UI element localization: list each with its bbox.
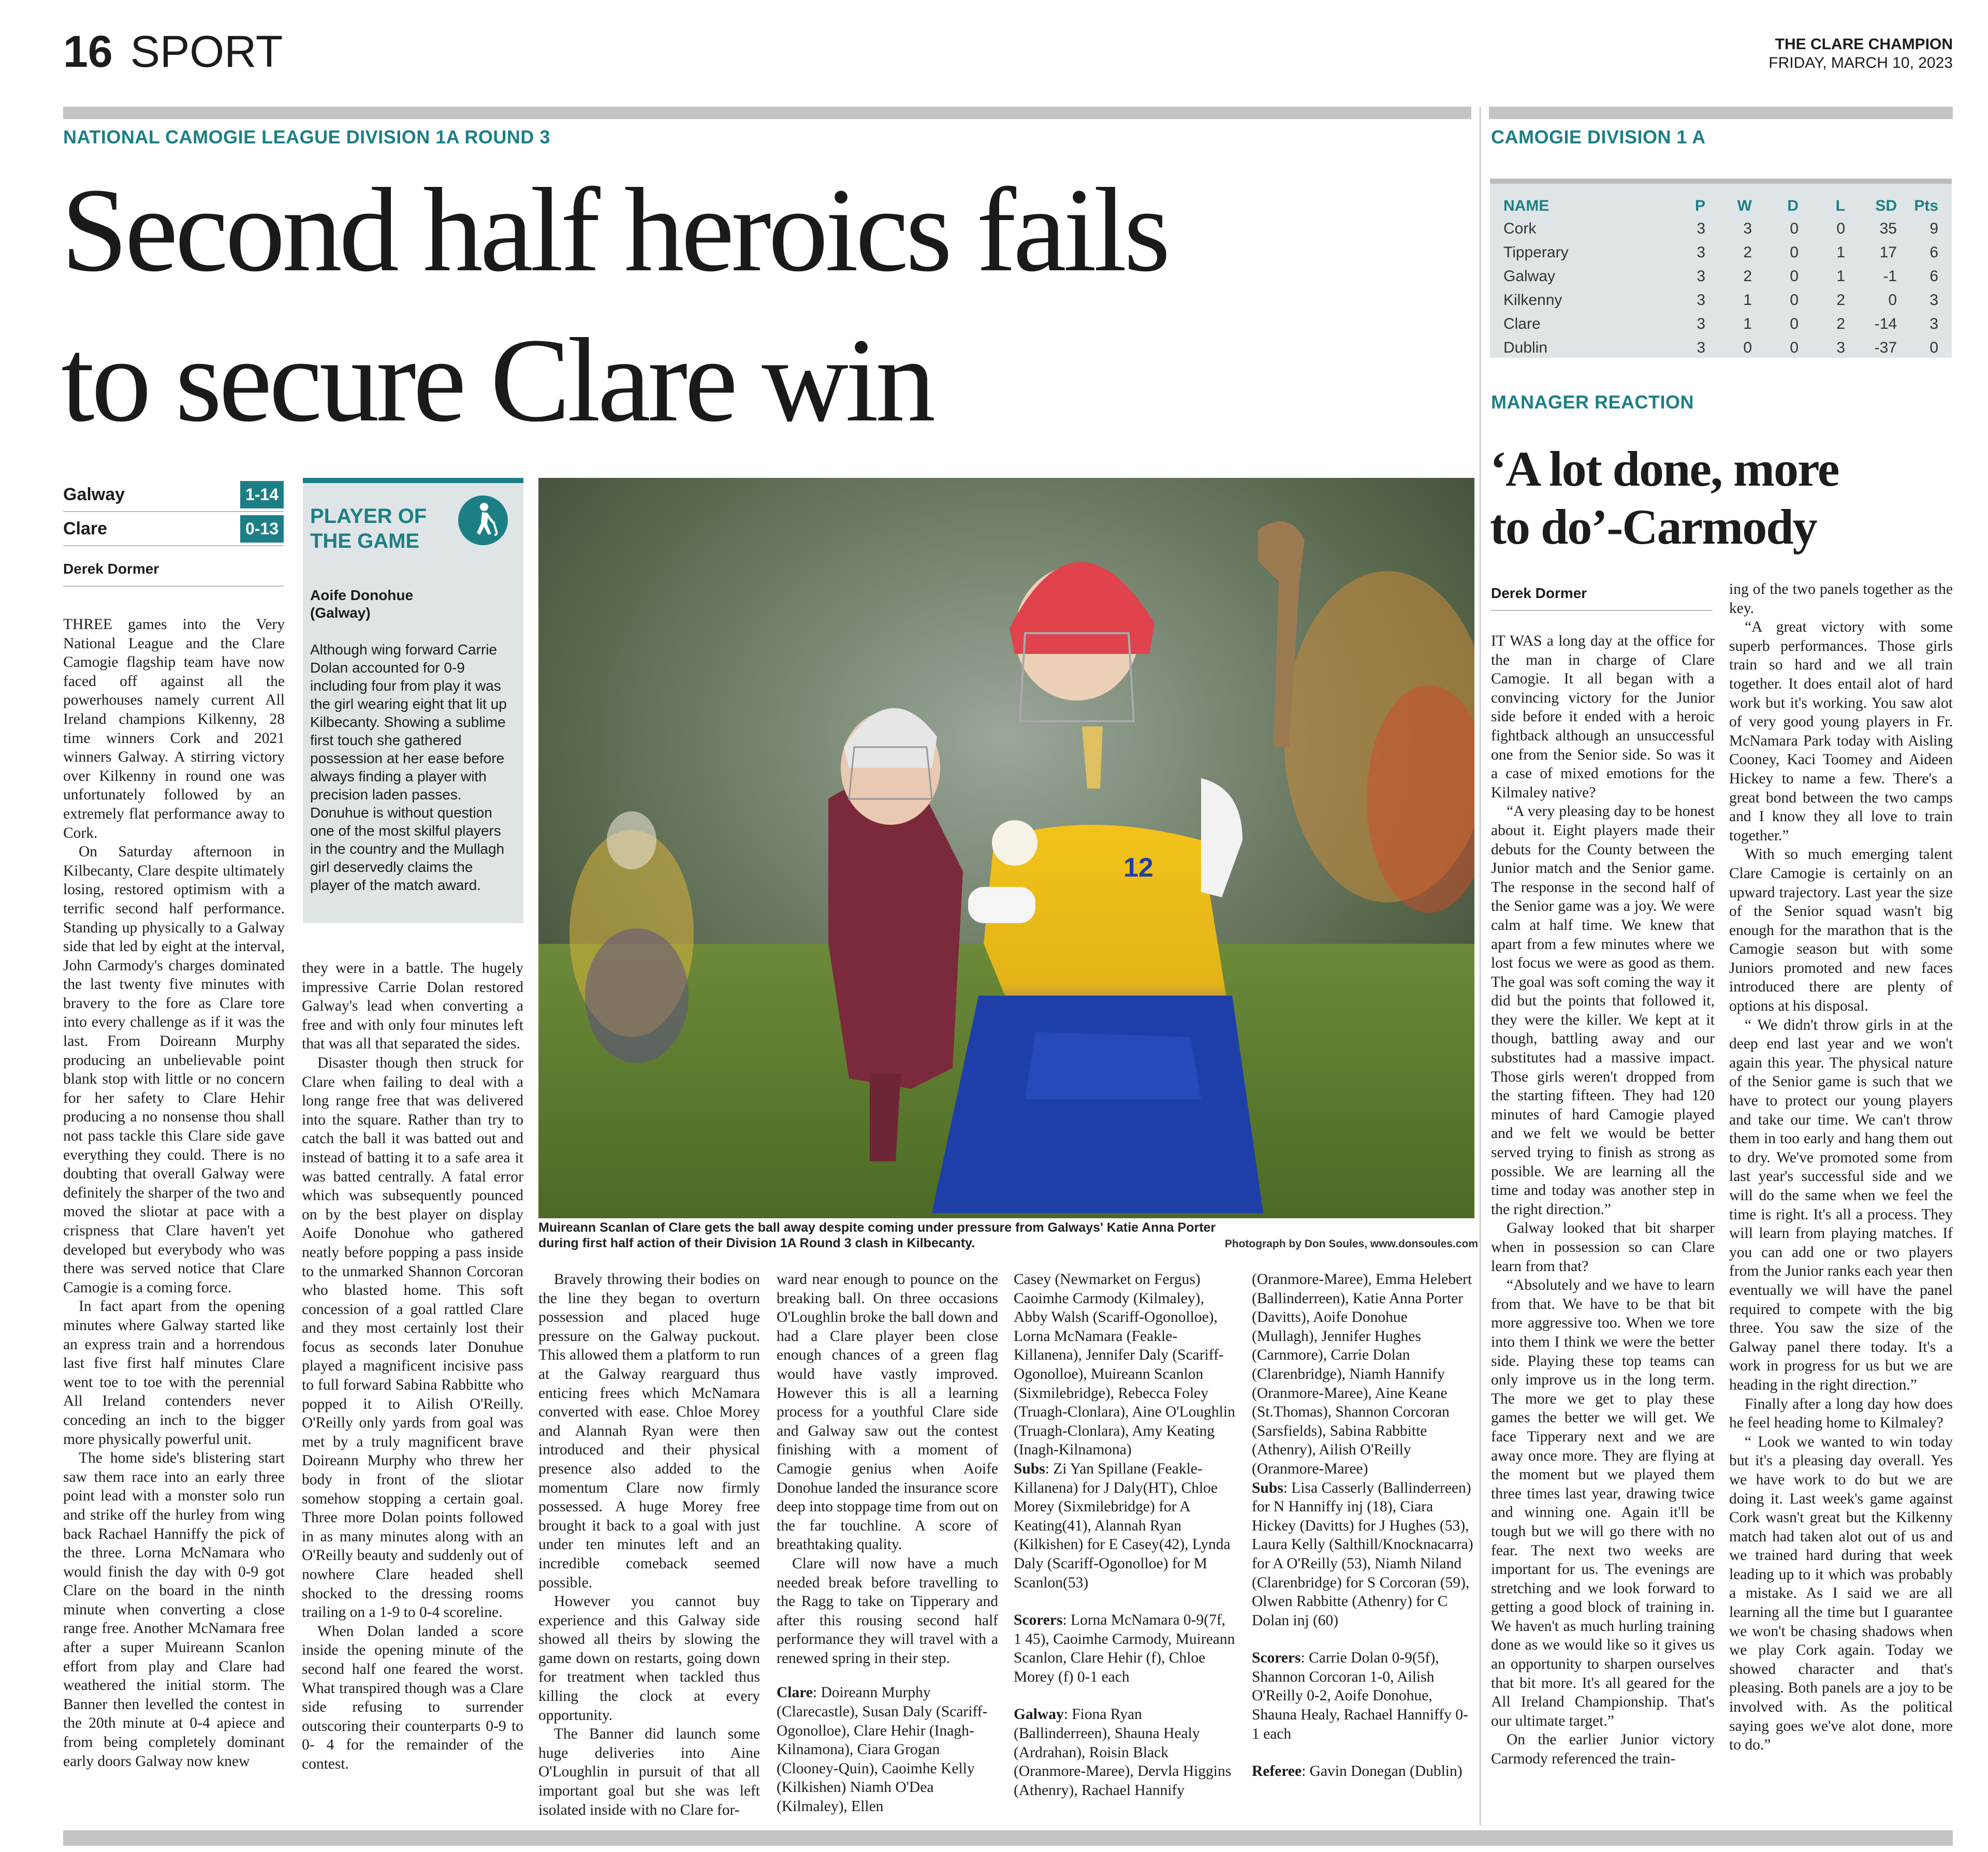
table-cell: 0 (1790, 220, 1799, 237)
standings-kicker: CAMOGIE DIVISION 1 A (1491, 126, 1706, 148)
score-value: 0-13 (240, 515, 284, 543)
paragraph: Clare will now have a much needed break before travelling to the Ragg to take on Tipperary and after this rousing second half performance they will travel with a renewed spring in their step. (777, 1555, 998, 1667)
issue-date: FRIDAY, MARCH 10, 2023 (1768, 54, 1953, 71)
potg-name: Aoife Donohue (Galway) (310, 587, 414, 621)
paragraph: ing of the two panels together as the key. (1729, 581, 1953, 617)
manager-column-2 (1729, 580, 1953, 1755)
paragraph: “Absolutely and we have to learn from that. We have to be that bit more aggressive too. When we tore into them I think we were the better side. Playing these top teams can only improve us in the long term. The more we get to play these games the better we will get. We face Tipperary next and we are away once more. They are flying at the moment but we played them three times last year, drawing twice and winning one. Again it'll be tough but we will go there with no fear. The next two weeks are important for us. The evenings are stretching and we look forward to getting a good block of training in. We haven't as much hurling training done as we would like so it gives us an opportunity to sharpen ourselves that bit more. It's all geared for the All Ireland Championship. That's our ultimate target.” (1491, 1277, 1715, 1729)
camogie-player-icon (458, 495, 508, 545)
scorers-galway: Scorers: Carrie Dolan 0-9(5f), Shannon Corcoran 1-0, Ailish O'Reilly 0-2, Aoife Donohue, Shauna Healy, Rachael Hanniffy 0-1 each (1252, 1650, 1468, 1742)
table-cell: 2 (1743, 244, 1752, 261)
paragraph: Finally after a long day how does he feel heading home to Kilmaley? (1729, 1395, 1953, 1432)
table-cell: 3 (1697, 268, 1705, 285)
photo-caption: Muireann Scanlan of Clare gets the ball away despite coming under pressure from Galways' Katie Anna Porter during first half action of their Division 1A Round 3 clash in Kilbecanty. (538, 1220, 1216, 1250)
table-cell: Kilkenny (1503, 291, 1562, 309)
table-cell: 3 (1836, 339, 1845, 356)
table-cell: Galway (1503, 268, 1556, 285)
page-number: 16 (63, 27, 113, 77)
table-cell: 0 (1790, 315, 1799, 332)
referee: Referee: Gavin Donegan (Dublin) (1252, 1763, 1463, 1780)
paragraph: “A very pleasing day to be honest about it. Eight players made their debuts for the County between the Junior match and the Senior game. The response in the second half of the Senior game was a joy. We were calm at half time. We knew that apart from a few minutes where we lost focus we were as good as them. The goal was soft coming the way it did but the points that followed it, they were the killer. We kept at it though, battling away and our substitutes had a massive impact. Those girls weren't dropped from the starting fifteen. They had 120 minutes of hard Camogie played and we felt we would be better served trying to finish as strong as possible. We are learning all the time and today was another step in the right direction.” (1491, 803, 1715, 1218)
table-cell: 6 (1929, 244, 1938, 261)
col-header: P (1694, 197, 1705, 214)
section-name: SPORT (130, 27, 283, 77)
lineup-galway: Galway: Fiona Ryan (Ballinderreen), Shauna Healy (Ardrahan), Roisin Black (Oranmore-Maree), Dervla Higgins (Athenry), Rachael Hannify (1014, 1706, 1232, 1799)
table-row (1503, 288, 1938, 312)
jersey-number: 12 (1123, 853, 1153, 883)
table-cell: 3 (1697, 244, 1705, 261)
table-cell: 2 (1836, 315, 1845, 332)
table-cell: 0 (1929, 339, 1938, 356)
top-rule-side (1489, 107, 1953, 119)
col-header: SD (1875, 197, 1897, 214)
table-cell: 6 (1929, 268, 1938, 285)
score-row (63, 478, 284, 512)
article-byline: Derek Dormer (63, 561, 284, 587)
score-value: 1-14 (240, 481, 284, 508)
paragraph: Disaster though then struck for Clare when failing to deal with a long range free that was delivered into the square. Rather than try to catch the ball it was batted out and instead of batting it to a safe area it was batted centrally. A fatal error which was subsequently pounced on by the best player on display Aoife Donohue who gathered neatly before popping a pass inside to the unmarked Shannon Corcoran who blasted home. This soft concession of a goal rattled Clare and they most certainly lost their focus as seconds later Donuhue played a magnificent incisive pass to full forward Sabina Rabbitte who popped it to Ailish O'Reilly. O'Reilly only yards from goal was met by a truly magnificent brave Doireann Murphy who threw her body in front of the sliotar somehow stopping a certain goal. Three more Dolan points followed in as many minutes along with an O'Reilly beauty and suddenly out of nowhere Clare headed shell shocked to the dressing rooms trailing on a 1-9 to 0-4 scoreline. (302, 1054, 523, 1621)
paragraph: Bravely throwing their bodies on the line they began to overturn possession and placed huge pressure on the Galway puckout. This allowed them a platform to run at the Galway rearguard thus enticing frees which McNamara converted with ease. Chloe Morey and Alannah Ryan were then introduced and their physical presence also added to the momentum Clare now firmly possessed. A huge Morey free brought it back to a goal with just under ten minutes left and an incredible comeback seemed possible. (538, 1271, 760, 1591)
score-row (63, 512, 284, 546)
paper-name: THE CLARE CHAMPION (1775, 36, 1953, 53)
potg-text: Although wing forward Carrie Dolan accounted for 0-9 including four from play it was the girl wearing eight that lit up Kilbecanty. Showing a sublime first touch she gathered possession at her ease before always finding a player with precision laden passes. Donuhue is without question one of the most skilful players in the country and the Mullagh girl deservedly claims the player of the match award. (310, 641, 507, 893)
table-cell: 2 (1743, 268, 1752, 285)
table-cell: 0 (1743, 339, 1752, 356)
col-header: L (1835, 197, 1845, 214)
player-of-game-box (303, 478, 523, 923)
subs-clare: Subs: Zi Yan Spillane (Feakle-Killanena) for J Daly(HT), Chloe Morey (Sixmilebridge) for A Keating(41), Alannah Ryan (Kilkishen) for E Casey(42), Lynda Daly (Scariff-Ogonolloe) for M Scanlon(53) (1014, 1460, 1231, 1591)
table-row (1503, 312, 1938, 336)
table-cell: 0 (1790, 291, 1799, 309)
article-column-5 (1014, 1270, 1235, 1800)
paragraph: However you cannot buy experience and this Galway side showed all theirs by slowing the game down on restarts, going down for treatment when tackled thus killing the clock at every opportunity. (538, 1593, 760, 1724)
manager-kicker: MANAGER REACTION (1491, 391, 1694, 413)
headline-line-1: Second half heroics fails (61, 164, 1168, 297)
table-cell: Clare (1503, 315, 1541, 332)
article-kicker: NATIONAL CAMOGIE LEAGUE DIVISION 1A ROUND 3 (63, 126, 550, 148)
paragraph: “ Look we wanted to win today but it's a pleasing day overall. Yes we have work to do but we are doing it. Last week's game against Cork wasn't great but the Kilkenny match had taken alot out of us and we trained hard during that week leading up to it which was probably a mistake. As I said we are all learning all the time but I guarantee we won't be chasing shadows when we play Cork again. Today we showed character and that's pleasing. Both panels are a joy to be involved with. As the political saying goes we've alot done, more to do.” (1729, 1433, 1953, 1754)
paragraph: Galway looked that bit sharper when in possession so can Clare learn from that? (1491, 1220, 1715, 1275)
table-row (1503, 336, 1938, 360)
article-column-3 (538, 1270, 760, 1819)
col-header: NAME (1503, 197, 1550, 214)
table-row (1503, 265, 1938, 288)
paragraph: IT WAS a long day at the office for the man in charge of Clare Camogie. It all began with a convincing victory for the Junior side before it ended with a heroic fightback although an unsuccessful one from the Senior side. So was it a case of mixed emotions for the Kilmaley native? (1491, 633, 1715, 801)
article-column-4 (777, 1270, 998, 1816)
paragraph: The Banner did launch some huge deliveries into Aine O'Loughlin in pursuit of that all important goal but she was left isolated inside with no Clare for- (538, 1726, 760, 1818)
table-cell: 0 (1790, 244, 1799, 261)
article-column-1 (63, 615, 285, 1771)
paragraph: With so much emerging talent Clare Camogie is certainly on an upward trajectory. Last year the size of the Senior squad wasn't big enough for the marathon that is the Camogie season but with some Juniors promoted and new faces introduced there are plenty of options at his disposal. (1729, 846, 1953, 1015)
table-cell: 1 (1836, 244, 1845, 261)
masthead (63, 26, 1953, 83)
table-cell: 1 (1836, 268, 1845, 285)
paragraph: On Saturday afternoon in Kilbecanty, Clare despite ultimately losing, restored optimism with a terrific second half performance. Standing up physically to a Galway side that led by eight at the interval, John Carmody's charges dominated the last twenty five minutes with bravery to the fore as Clare tore into every challenge as if it was the last. From Doireann Murphy producing an unbelievable point blank stop with little or no concern for her safety to Clare Hehir producing a no nonsense thou shall not pass tackle this Clare side gave everything they could. There is no doubting that overall Galway were definitely the sharper of the two and moved the sliotar at pace with a crispness that Clare haven't yet developed but everybody who was there was served notice that Clare Camogie is a coming force. (63, 843, 285, 1296)
scoreboard (63, 478, 284, 587)
lineup-galway-cont: (Oranmore-Maree), Emma Helebert (Ballinderreen), Katie Anna Porter (Davitts), Aoife Donohue (Mullagh), Jennifer Hughes (Carnmore), Carrie Dolan (Clarenbridge), Niamh Hannify (Oranmore-Maree), Aine Keane (St.Thomas), Shannon Corcoran (Sarsfields), Sabina Rabbitte (Athenry), Ailish O'Reilly (Oranmore-Maree) (1252, 1271, 1472, 1477)
table-cell: Dublin (1503, 339, 1548, 356)
table-cell: 3 (1743, 220, 1752, 237)
table-cell: 3 (1697, 291, 1705, 309)
paragraph: In fact apart from the opening minutes where Galway started like an express train and a horrendous last five first half minutes Clare went toe to toe with the perennial All Ireland contenders never conceding an inch to the bigger more physically powerful unit. (63, 1298, 285, 1448)
standings-table (1490, 179, 1952, 358)
paragraph: When Dolan landed a score inside the opening minute of the second half one feared the worst. What transpired though was a Clare side refusing to surrender outscoring their counterparts 0-9 to 0- 4 for the remainder of the contest. (302, 1623, 523, 1772)
table-header-row (1503, 195, 1938, 217)
paragraph: The home side's blistering start saw them race into an early three point lead with a monster solo run and strike off the hurley from wing back Rachael Hanniffy the pick of the three. Lorna McNamara who would finish the day with 0-9 got Clare on the board in the ninth minute when converting a close range free. Another McNamara free after a super Muireann Scanlon effort from play and Clare had weathered the initial storm. The Banner then levelled the contest in the 20th minute at 0-4 apiece and from being completely dominant early doors Galway now knew (63, 1450, 285, 1770)
table-cell: 0 (1888, 291, 1897, 309)
table-cell: 1 (1743, 291, 1752, 309)
manager-headline: ‘A lot done, more to do’-Carmody (1490, 441, 1839, 555)
table-cell: 3 (1929, 315, 1938, 332)
table-cell: 17 (1879, 244, 1897, 261)
table-cell: 0 (1790, 268, 1799, 285)
paragraph: THREE games into the Very National League and the Clare Camogie flagship team have now faced off against all the powerhouses namely current All Ireland champions Kilkenny, 28 time winners Cork and 2021 winners Galway. A stirring victory over Kilkenny in round one was unfortunately followed by an extremely flat performance away to Cork. (63, 616, 285, 841)
lineup-clare-cont: Casey (Newmarket on Fergus) Caoimhe Carmody (Kilmaley), Abby Walsh (Scariff-Ogonolloe), Lorna McNamara (Feakle-Killanena), Jennifer Daly (Scariff-Ogonolloe), Muireann Scanlon (Sixmilebridge), Rebecca Foley (Truagh-Clonlara), Aine O'Loughlin (Truagh-Clonlara), Amy Keating (Inagh-Kilnamona) (1014, 1271, 1235, 1459)
paragraph: “ We didn't throw girls in at the deep end last year and we won't again this year. The physical nature of the Senior game is such that we have to protect our young players and take our time. We can't throw them in too early and hang them out to dry. We've promoted some from last year's successful side and we will do the same when we feel the time is right. It's all a process. They will learn from playing matches. If you can add one or two players from the Junior ranks each year then eventually we will have the panel required to compete with the big three. You saw the size of the Galway panel there today. It's a work in progress for us but we are heading in the right direction.” (1729, 1016, 1953, 1393)
headline-line-2: to secure Clare win (61, 314, 933, 447)
table-cell: 3 (1929, 291, 1938, 309)
column-divider (1480, 107, 1481, 1826)
manager-byline: Derek Dormer (1491, 585, 1713, 611)
table-cell: 3 (1697, 220, 1705, 237)
table-cell: 9 (1929, 220, 1938, 237)
article-column-6 (1252, 1270, 1473, 1781)
table-cell: -37 (1874, 339, 1897, 356)
score-team: Galway (63, 484, 125, 504)
table-cell: 2 (1836, 291, 1845, 309)
col-header: D (1787, 197, 1799, 214)
photo-credit: Photograph by Don Soules, www.donsoules.com (1224, 1238, 1478, 1250)
table-cell: Tipperary (1503, 244, 1569, 261)
article-column-2 (302, 959, 523, 1774)
col-header: W (1737, 197, 1752, 214)
table-cell: 0 (1836, 220, 1845, 237)
table-cell: 35 (1879, 220, 1897, 237)
bottom-rule (63, 1830, 1953, 1846)
score-team: Clare (63, 518, 108, 538)
manager-column-1 (1491, 632, 1715, 1769)
paragraph: On the earlier Junior victory Carmody referenced the train- (1491, 1731, 1715, 1768)
article-headline (61, 155, 1480, 456)
table-cell: 3 (1697, 315, 1705, 332)
paragraph: they were in a battle. The hugely impressive Carrie Dolan restored Galway's lead when converting a free and with only four minutes left that was all that separated the sides. (302, 960, 523, 1053)
table-row (1503, 241, 1938, 265)
match-photo (538, 478, 1474, 1218)
table-row (1503, 217, 1938, 241)
table-cell: Cork (1503, 220, 1537, 237)
scorers-clare: Scorers: Lorna McNamara 0-9(7f, 1 45), Caoimhe Carmody, Muireann Scanlon, Clare Hehir (f), Chloe Morey (f) 0-1 each (1014, 1612, 1235, 1685)
subs-galway: Subs: Lisa Casserly (Ballinderreen) for N Hanniffy inj (18), Ciara Hickey (Davitts) for J Hughes (53), Laura Kelly (Salthill/Knocknacarra) for A O'Reilly (53), Niamh Niland (Clarenbridge) for S Corcoran (59), Olwen Rabbitte (Athenry) for C Dolan inj (60) (1252, 1479, 1473, 1629)
paragraph: “A great victory with some superb performances. Those girls train so hard and we all train together. It does entail alot of hard work but it's working. You saw alot of very good young players in Fr. McNamara Park today with Aisling Cooney, Kaci Toomey and Aideen Hickey to name a few. There's a great bond between the two camps and I know they all love to train together.” (1729, 619, 1953, 844)
table-cell: 0 (1790, 339, 1799, 356)
table-cell: -14 (1874, 315, 1897, 332)
potg-title: PLAYER OF THE GAME (310, 505, 427, 552)
col-header: Pts (1914, 197, 1938, 214)
lineup-clare: Clare: Doireann Murphy (Clarecastle), Susan Daly (Scariff-Ogonolloe), Clare Hehir (Inagh-Kilnamona), Ciara Grogan (Clooney-Quin), Caoimhe Kelly (Kilkishen) Niamh O'Dea (Kilmaley), Ellen (777, 1684, 988, 1815)
table-cell: 1 (1743, 315, 1752, 332)
top-rule-main (63, 107, 1471, 119)
table-cell: -1 (1883, 268, 1897, 285)
paragraph: ward near enough to pounce on the breaking ball. On three occasions O'Loughlin broke the ball down and had a Clare player been close enough chances of a green flag would have vastly improved. However this is all a learning process for a youthful Clare side and Galway saw out the contest finishing with a moment of Camogie genius when Aoife Donohue landed the insurance score deep into stoppage time from out on the far touchline. A score of breathtaking quality. (777, 1271, 998, 1553)
table-cell: 3 (1697, 339, 1705, 356)
